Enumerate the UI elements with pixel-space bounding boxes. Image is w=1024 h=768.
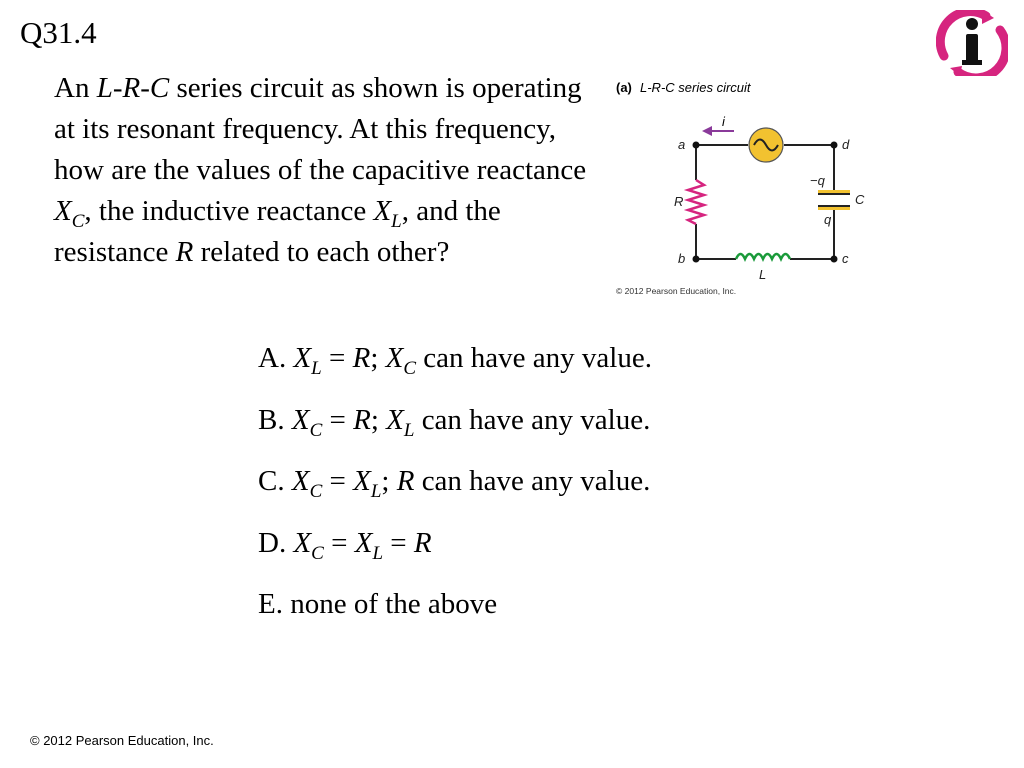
label-node-a: a bbox=[678, 137, 686, 152]
choice-e[interactable]: E. none of the above bbox=[258, 588, 498, 620]
label-resistor: R bbox=[674, 194, 684, 209]
answer-choices bbox=[258, 338, 978, 646]
choice-d[interactable]: D. $X_C = X_L = R$ bbox=[258, 526, 432, 564]
current-arrow-icon bbox=[702, 126, 734, 136]
figure-caption-title: L-R-C series circuit bbox=[640, 80, 751, 95]
choice-a[interactable]: A. $X_L = R$; $X_C$ can have any value. bbox=[258, 342, 652, 379]
label-node-b: b bbox=[678, 251, 686, 266]
lrc-circuit-diagram bbox=[612, 74, 872, 304]
figure-copyright: © 2012 Pearson Education, Inc. bbox=[616, 286, 737, 296]
figure-caption-prefix: (a) bbox=[616, 80, 632, 95]
inductor-icon bbox=[736, 254, 790, 259]
label-current: i bbox=[722, 114, 725, 129]
label-node-d: d bbox=[842, 137, 850, 152]
label-charge-neg: −q bbox=[810, 173, 825, 188]
choice-c[interactable]: C. $X_C = X_L$; R can have any value. bbox=[258, 465, 651, 502]
label-node-c: c bbox=[842, 251, 849, 266]
ac-source-icon bbox=[749, 128, 783, 162]
resistor-icon bbox=[688, 180, 704, 224]
question-text: An L-R-C series circuit as shown is operating at its resonant frequency. At this frequency, how are the values of the capacitive reactance $X_C$, the inductive reactance $X_L$, and the resistance R related to each other? bbox=[54, 72, 587, 268]
clicker-logo-icon bbox=[936, 10, 1008, 76]
choice-b[interactable]: B. $X_C = R$; $X_L$ can have any value. bbox=[258, 403, 651, 441]
label-charge-pos: q bbox=[824, 212, 832, 227]
label-capacitor: C bbox=[855, 192, 865, 207]
capacitor-icon bbox=[818, 190, 850, 210]
footer-copyright: © 2012 Pearson Education, Inc. bbox=[30, 733, 214, 748]
slide-number: Q31.4 bbox=[20, 15, 97, 50]
label-inductor: L bbox=[759, 267, 767, 282]
